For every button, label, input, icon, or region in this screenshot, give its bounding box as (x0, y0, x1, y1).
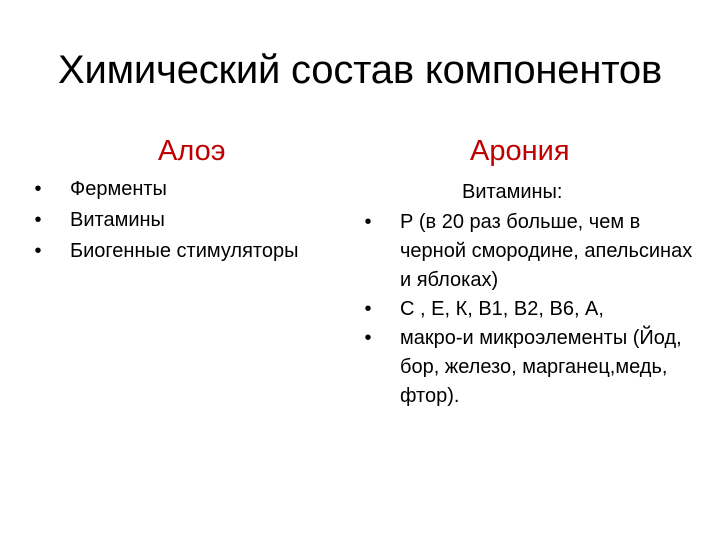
bullet-icon: • (34, 178, 42, 200)
list-item-text: Витамины (70, 209, 165, 231)
aronia-heading: Арония (470, 135, 570, 167)
slide-title: Химический состав компонентов (57, 48, 663, 92)
bullet-icon: • (364, 298, 372, 320)
list-item-text: С , Е, К, В1, В2, В6, А, (400, 298, 604, 320)
bullet-icon: • (34, 240, 42, 262)
aronia-components-list (358, 208, 698, 411)
list-item-text: Биогенные стимуляторы (70, 240, 299, 262)
list-item-text: Р (в 20 раз больше, чем в черной смородине, апельсинах и яблоках) (400, 211, 693, 291)
list-item-text: Ферменты (70, 178, 167, 200)
list-item (358, 295, 698, 324)
bullet-icon: • (364, 327, 372, 349)
aloe-components-list (28, 174, 298, 267)
list-item-text: макро-и микроэлементы (Йод, бор, железо, марганец,медь, фтор). (400, 327, 682, 407)
vitamins-subheading: Витамины: (462, 181, 563, 203)
aloe-heading: Алоэ (158, 135, 226, 167)
list-item (28, 205, 298, 236)
bullet-icon: • (34, 209, 42, 231)
list-item (358, 208, 698, 295)
bullet-icon: • (364, 211, 372, 233)
list-item (358, 324, 698, 411)
list-item (28, 236, 298, 267)
list-item (28, 174, 298, 205)
